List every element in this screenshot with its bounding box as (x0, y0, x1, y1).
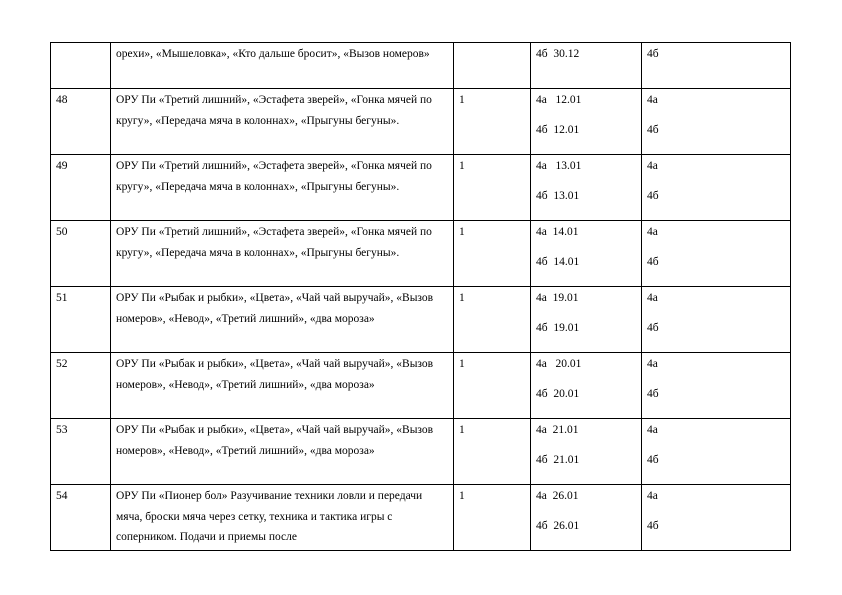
planned-date-cell (531, 221, 642, 287)
planned-date-cell (531, 287, 642, 353)
class-label-entry: 4а (647, 94, 658, 106)
lesson-topic-cell (111, 485, 454, 551)
hours-cell: 1 (454, 89, 531, 155)
lesson-topic-text: ОРУ Пи «Рыбак и рыбки», «Цвета», «Чай чай выручай», «Вызов номеров», «Невод», «Третий лишний», «два мороза» (116, 292, 434, 325)
lesson-number-cell: 53 (51, 419, 111, 485)
lesson-topic-text: ОРУ Пи «Третий лишний», «Эстафета зверей», «Гонка мячей по кругу», «Передача мяча в колоннах», «Прыгуны бегуны». (116, 160, 432, 193)
actual-class-cell (642, 485, 791, 551)
table-row (51, 419, 791, 485)
actual-class-cell (642, 43, 791, 89)
class-label-entry: 4а (647, 160, 658, 172)
class-label-entry: 4а (647, 490, 658, 502)
lesson-topic-text: ОРУ Пи «Рыбак и рыбки», «Цвета», «Чай чай выручай», «Вызов номеров», «Невод», «Третий лишний», «два мороза» (116, 358, 434, 391)
actual-class-cell (642, 287, 791, 353)
class-date-entry: 4б 14.01 (536, 255, 580, 268)
class-date-entry: 4а 20.01 (536, 358, 582, 370)
class-label-entry: 4б (647, 189, 659, 202)
class-date-entry: 4б 20.01 (536, 387, 580, 400)
table-row (51, 43, 791, 89)
class-date-entry: 4а 26.01 (536, 490, 579, 502)
class-date-entry: 4б 30.12 (536, 48, 580, 60)
lesson-topic-cell (111, 287, 454, 353)
hours-cell: 1 (454, 419, 531, 485)
class-date-entry: 4б 26.01 (536, 519, 580, 532)
class-date-entry: 4а 13.01 (536, 160, 582, 172)
table-row (51, 221, 791, 287)
table-row (51, 155, 791, 221)
lesson-topic-text: ОРУ Пи «Третий лишний», «Эстафета зверей», «Гонка мячей по кругу», «Передача мяча в колоннах», «Прыгуны бегуны». (116, 226, 432, 259)
class-date-entry: 4б 12.01 (536, 123, 580, 136)
lesson-topic-text: орехи», «Мышеловка», «Кто дальше бросит», «Вызов номеров» (116, 48, 430, 60)
planned-date-cell (531, 43, 642, 89)
lesson-number-cell: 49 (51, 155, 111, 221)
lesson-topic-text: ОРУ Пи «Третий лишний», «Эстафета зверей», «Гонка мячей по кругу», «Передача мяча в колоннах», «Прыгуны бегуны». (116, 94, 432, 127)
class-date-entry: 4а 12.01 (536, 94, 582, 106)
lesson-plan-table (50, 42, 791, 551)
lesson-topic-text: ОРУ Пи «Пионер бол» Разучивание техники ловли и передачи мяча, броски мяча через сетку, техника и тактика игры с соперником. Подачи и приемы после (116, 490, 423, 543)
class-label-entry: 4б (647, 321, 659, 334)
lesson-topic-text: ОРУ Пи «Рыбак и рыбки», «Цвета», «Чай чай выручай», «Вызов номеров», «Невод», «Третий лишний», «два мороза» (116, 424, 434, 457)
class-label-entry: 4б (647, 123, 659, 136)
actual-class-cell (642, 419, 791, 485)
table-body (51, 43, 791, 551)
lesson-number-cell: 52 (51, 353, 111, 419)
hours-cell: 1 (454, 155, 531, 221)
class-date-entry: 4б 13.01 (536, 189, 580, 202)
lesson-topic-cell (111, 221, 454, 287)
lesson-number-cell: 51 (51, 287, 111, 353)
class-date-entry: 4б 21.01 (536, 453, 580, 466)
lesson-topic-cell (111, 353, 454, 419)
lesson-topic-cell (111, 43, 454, 89)
class-label-entry: 4а (647, 292, 658, 304)
actual-class-cell (642, 89, 791, 155)
class-label-entry: 4б (647, 255, 659, 268)
lesson-number-cell: 48 (51, 89, 111, 155)
class-date-entry: 4б 19.01 (536, 321, 580, 334)
lesson-topic-cell (111, 419, 454, 485)
class-label-entry: 4а (647, 358, 658, 370)
lesson-topic-cell (111, 155, 454, 221)
planned-date-cell (531, 485, 642, 551)
hours-cell: 1 (454, 485, 531, 551)
table-row (51, 485, 791, 551)
actual-class-cell (642, 155, 791, 221)
planned-date-cell (531, 353, 642, 419)
class-label-entry: 4б (647, 48, 659, 60)
table-row (51, 89, 791, 155)
hours-cell (454, 43, 531, 89)
class-label-entry: 4а (647, 424, 658, 436)
hours-cell: 1 (454, 221, 531, 287)
class-date-entry: 4а 14.01 (536, 226, 579, 238)
lesson-topic-cell (111, 89, 454, 155)
actual-class-cell (642, 353, 791, 419)
class-date-entry: 4а 21.01 (536, 424, 579, 436)
class-date-entry: 4а 19.01 (536, 292, 579, 304)
lesson-number-cell: 50 (51, 221, 111, 287)
lesson-number-cell: 54 (51, 485, 111, 551)
planned-date-cell (531, 89, 642, 155)
class-label-entry: 4б (647, 387, 659, 400)
class-label-entry: 4б (647, 519, 659, 532)
hours-cell: 1 (454, 353, 531, 419)
class-label-entry: 4а (647, 226, 658, 238)
table-row (51, 353, 791, 419)
lesson-number-cell (51, 43, 111, 89)
planned-date-cell (531, 419, 642, 485)
class-label-entry: 4б (647, 453, 659, 466)
hours-cell: 1 (454, 287, 531, 353)
table-row (51, 287, 791, 353)
planned-date-cell (531, 155, 642, 221)
actual-class-cell (642, 221, 791, 287)
